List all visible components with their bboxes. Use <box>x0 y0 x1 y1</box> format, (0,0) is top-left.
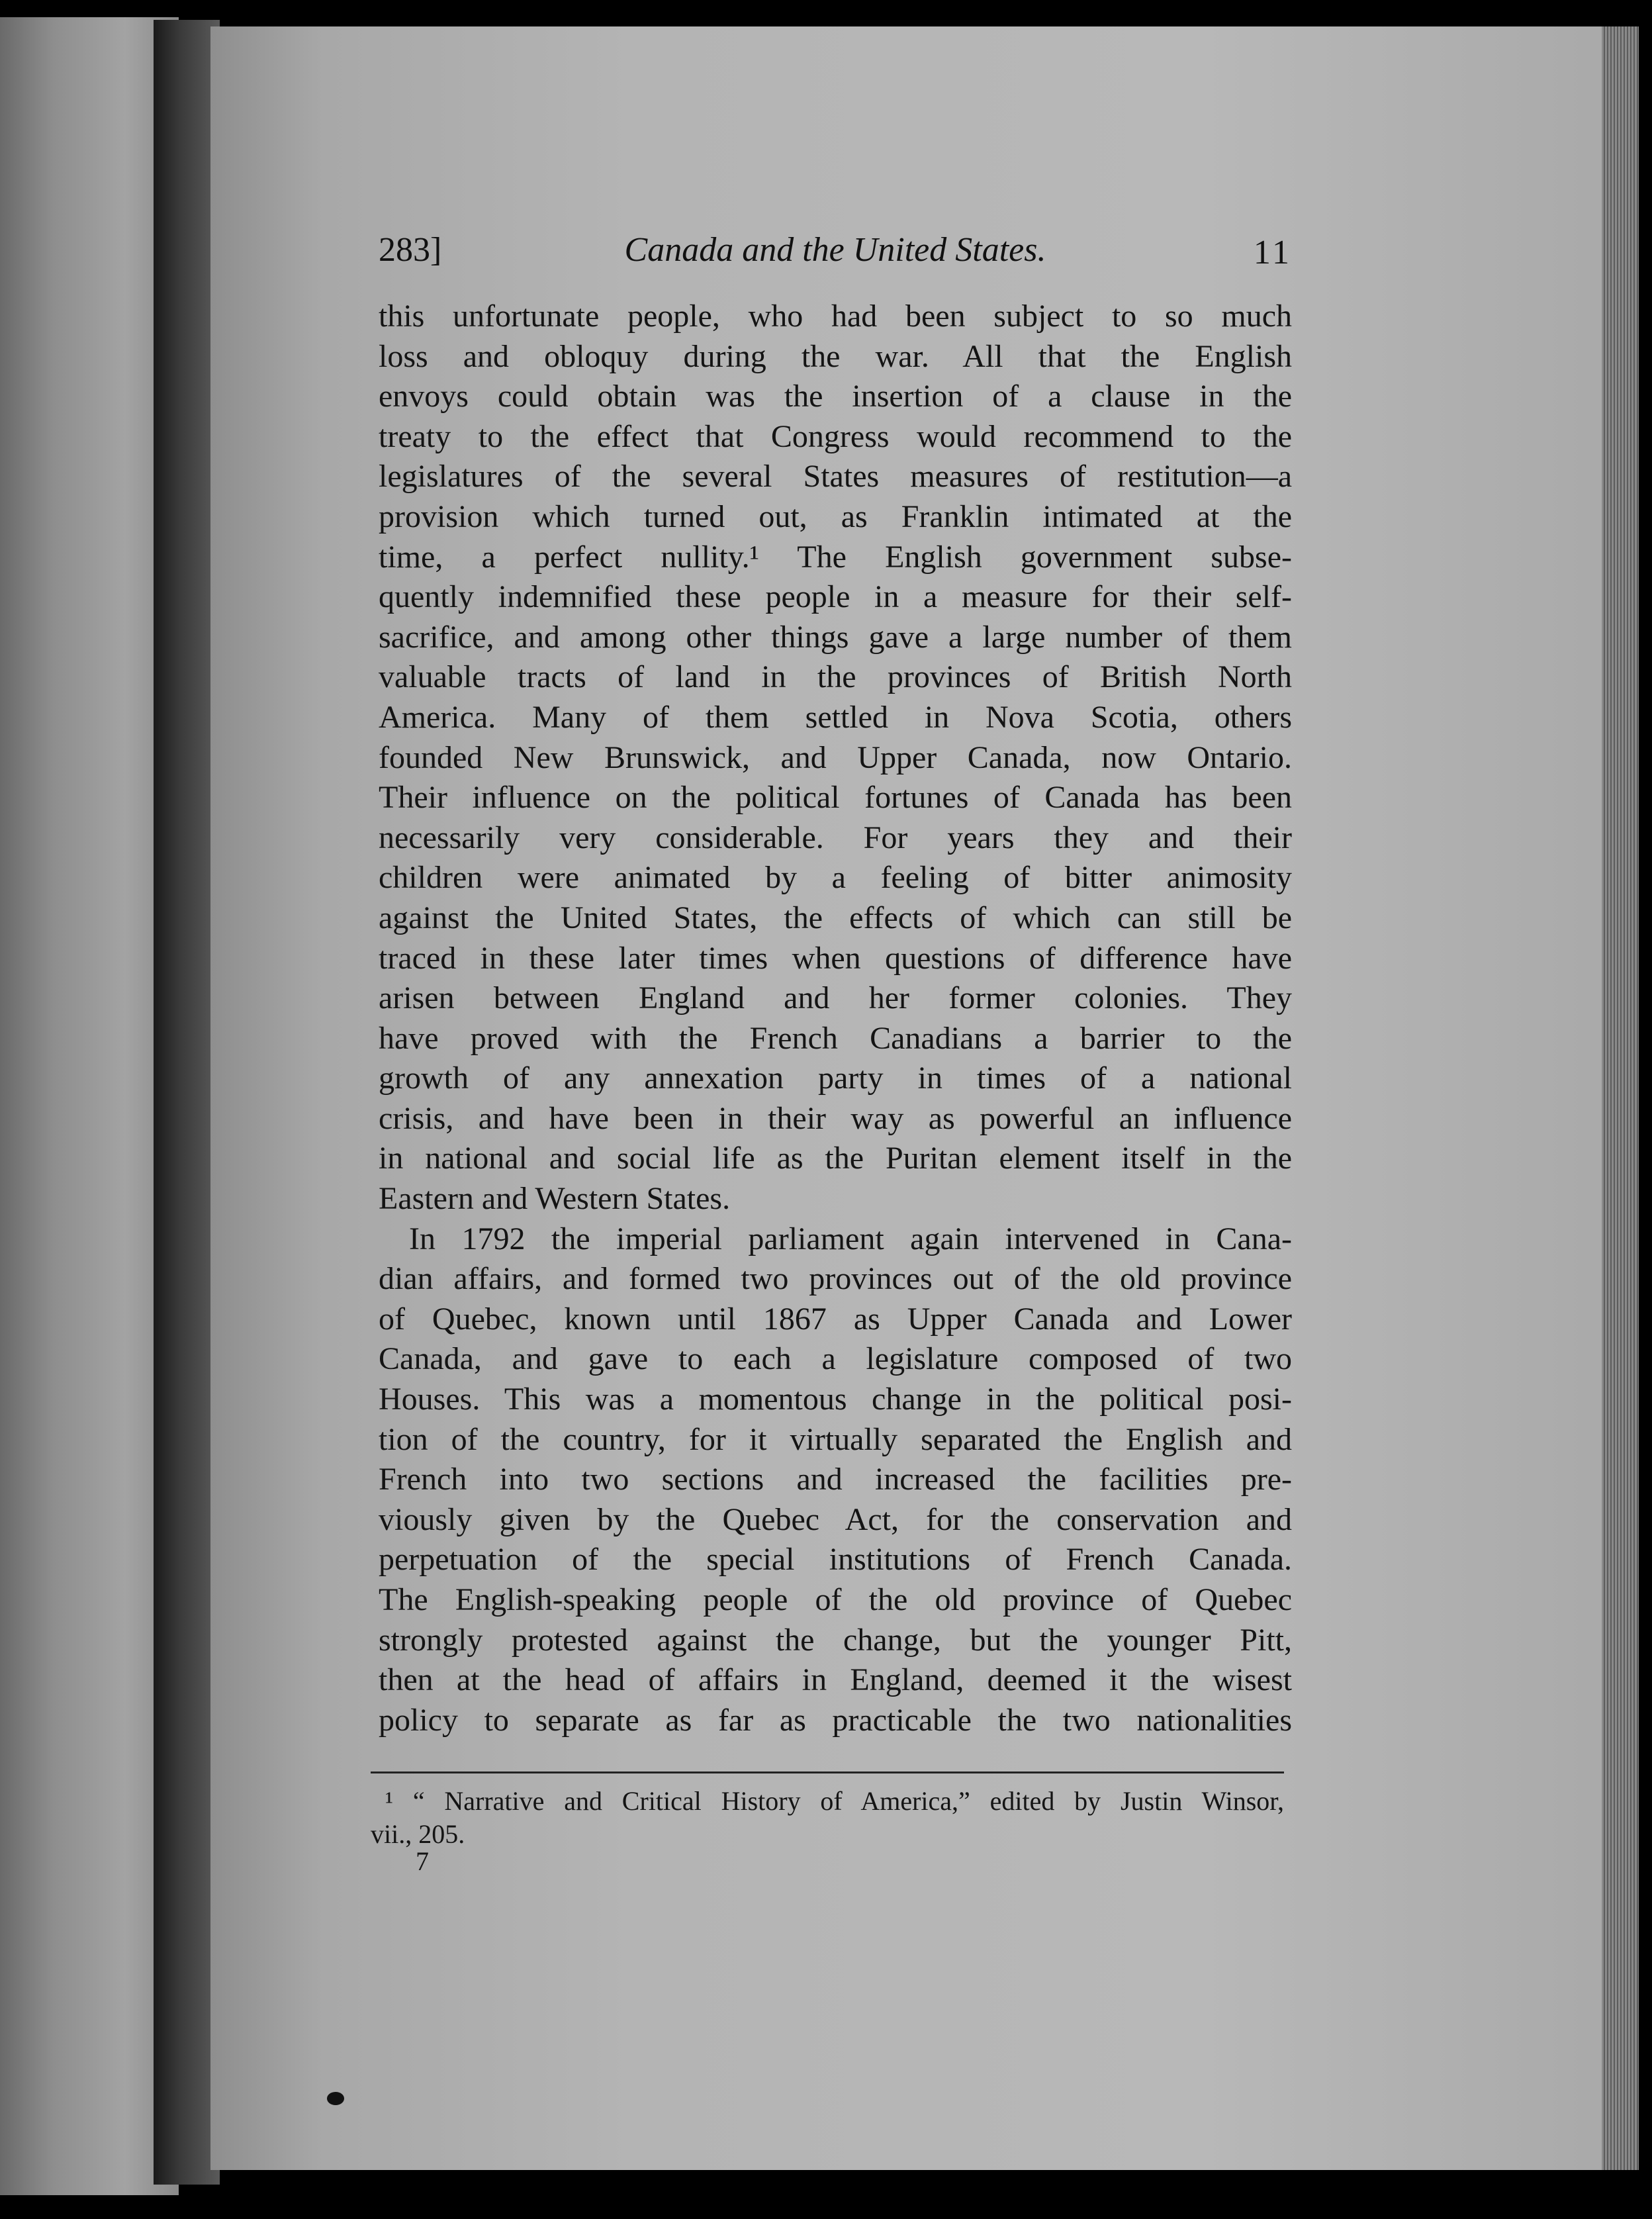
text-line: The English-speaking people of the old province of Quebec <box>379 1582 1292 1617</box>
footnotes <box>371 1785 1284 1851</box>
text-line: Their influence on the political fortunes of Canada has been <box>379 780 1292 816</box>
text-line: sacrifice, and among other things gave a large number of them <box>379 619 1292 655</box>
text-line: quently indemnified these people in a measure for their self- <box>379 579 1292 615</box>
left-page-edge <box>0 17 179 2195</box>
text-line: Eastern and Western States. <box>379 1181 731 1217</box>
body-text <box>379 297 1292 1740</box>
text-line: necessarily very considerable. For years they and their <box>379 820 1292 855</box>
text-line: of Quebec, known until 1867 as Upper Canada and Lower <box>379 1301 1292 1337</box>
text-line: treaty to the effect that Congress would recommend to the <box>379 418 1292 454</box>
running-head <box>379 224 1292 277</box>
text-line: Houses. This was a momentous change in the political posi- <box>379 1382 1292 1417</box>
text-line: children were animated by a feeling of bitter animosity <box>379 860 1292 896</box>
text-line: then at the head of affairs in England, deemed it the wisest <box>379 1662 1292 1698</box>
text-line: America. Many of them settled in Nova Scotia, others <box>379 699 1292 735</box>
text-line: strongly protested against the change, but the younger Pitt, <box>379 1622 1292 1658</box>
page-stack-edge <box>1602 26 1639 2170</box>
signature-mark: 7 <box>416 1846 429 1876</box>
text-line: provision which turned out, as Franklin intimated at the <box>379 498 1292 534</box>
text-line: legislatures of the several States measures of restitution—a <box>379 459 1292 495</box>
book-gutter <box>154 20 220 2185</box>
text-line: growth of any annexation party in times of a national <box>379 1061 1292 1096</box>
text-line: envoys could obtain was the insertion of a clause in the <box>379 379 1292 414</box>
text-line: tion of the country, for it virtually separated the English and <box>379 1421 1292 1457</box>
page-number: 11 <box>1253 234 1292 271</box>
text-line: this unfortunate people, who had been subject to so much <box>379 299 1292 334</box>
text-line: perpetuation of the special institutions of French Canada. <box>379 1542 1292 1578</box>
footnote-line: ¹ “ Narrative and Critical History of America,” edited by Justin Winsor, <box>385 1786 1284 1816</box>
text-line: crisis, and have been in their way as powerful an influence <box>379 1100 1292 1136</box>
text-line: time, a perfect nullity.¹ The English government subse- <box>379 539 1292 575</box>
footnote-rule <box>371 1771 1284 1773</box>
text-line: traced in these later times when questions of difference have <box>379 940 1292 976</box>
text-line: valuable tracts of land in the provinces of British North <box>379 659 1292 695</box>
text-line: policy to separate as far as practicable the two nationalities <box>379 1702 1292 1738</box>
footnote-line: vii., 205. <box>371 1819 465 1849</box>
running-title: Canada and the United States. <box>624 231 1046 269</box>
folio-left: 283] <box>379 231 442 269</box>
text-line: have proved with the French Canadians a barrier to the <box>379 1020 1292 1056</box>
text-line: In 1792 the imperial parliament again intervened in Cana- <box>409 1221 1292 1256</box>
text-line: arisen between England and her former colonies. They <box>379 980 1292 1016</box>
ink-speck <box>327 2092 344 2105</box>
text-line: Canada, and gave to each a legislature composed of two <box>379 1341 1292 1377</box>
text-line: in national and social life as the Puritan element itself in the <box>379 1141 1292 1176</box>
text-line: dian affairs, and formed two provinces out of the old province <box>379 1261 1292 1297</box>
text-line: viously given by the Quebec Act, for the conservation and <box>379 1501 1292 1537</box>
text-line: against the United States, the effects of which can still be <box>379 900 1292 935</box>
text-line: loss and obloquy during the war. All that the English <box>379 338 1292 374</box>
text-line: founded New Brunswick, and Upper Canada, now Ontario. <box>379 739 1292 775</box>
text-line: French into two sections and increased the facilities pre- <box>379 1462 1292 1497</box>
